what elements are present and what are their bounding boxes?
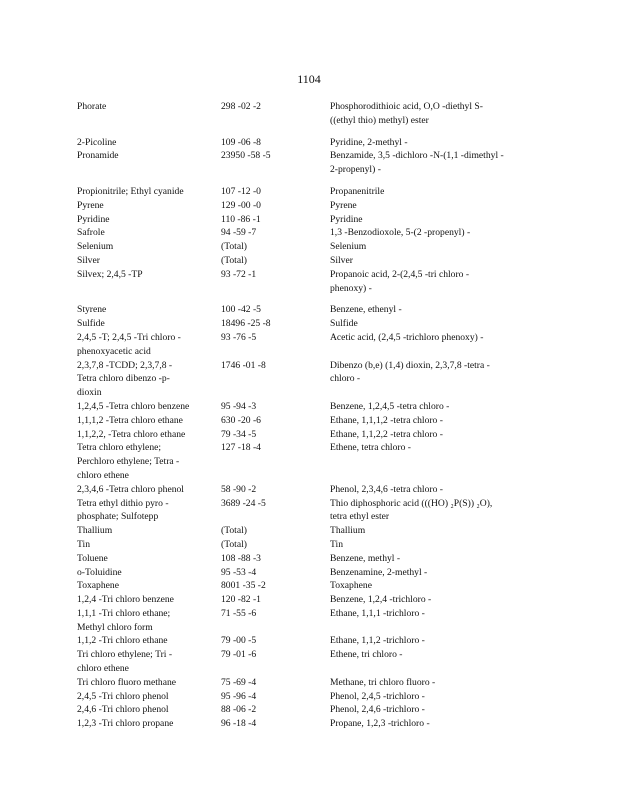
chemical-synonym: Ethane, 1,1,1,2 -tetra chloro -	[330, 414, 443, 426]
cas-number: 95 -53 -4	[221, 566, 257, 578]
table-row	[77, 607, 547, 635]
table-row	[77, 497, 547, 525]
chemical-name: Toluene	[77, 552, 108, 564]
cas-number: 71 -55 -6	[221, 607, 257, 619]
table-row	[77, 254, 547, 268]
chemical-name: 1,1,2 -Tri chloro ethane	[77, 635, 168, 647]
chemical-synonym: Dibenzo (b,e) (1,4) dioxin, 2,3,7,8 -tetra - chloro -	[330, 359, 490, 385]
chemical-name: Pronamide	[77, 150, 119, 162]
cas-number: 120 -82 -1	[221, 594, 261, 606]
table-row	[77, 703, 547, 717]
table-row	[77, 524, 547, 538]
table-row	[77, 414, 547, 428]
table-row	[77, 717, 547, 731]
chemical-synonym: Acetic acid, (2,4,5 -trichloro phenoxy) -	[330, 331, 484, 343]
table-row	[77, 428, 547, 442]
chemical-name: Styrene	[77, 304, 107, 316]
table-row	[77, 199, 547, 213]
chemical-synonym: Methane, tri chloro fluoro -	[330, 676, 436, 688]
cas-number: 96 -18 -4	[221, 718, 257, 730]
cas-number: 93 -72 -1	[221, 268, 257, 280]
cas-number: 129 -00 -0	[221, 199, 261, 211]
chemical-name: 1,2,4,5 -Tetra chloro benzene	[77, 400, 190, 412]
cas-number: 108 -88 -3	[221, 552, 261, 564]
chemical-synonym: Selenium	[330, 241, 367, 253]
page-number: 1104	[297, 72, 321, 86]
table-row	[77, 136, 547, 150]
cas-number: (Total)	[221, 241, 247, 253]
table-row	[77, 240, 547, 254]
cas-number: 94 -59 -7	[221, 227, 257, 239]
cas-number: 79 -01 -6	[221, 649, 257, 661]
chemical-name: Phorate	[77, 101, 107, 112]
cas-number: 100 -42 -5	[221, 304, 261, 316]
cas-number: 95 -96 -4	[221, 690, 257, 702]
table-row	[77, 483, 547, 497]
chemical-name: Tetra chloro ethylene; Perchloro ethylene; Tetra - chloro ethene	[77, 442, 180, 481]
chemical-synonym: Benzene, ethenyl -	[330, 304, 402, 316]
chemical-synonym: Benzene, 1,2,4 -trichloro -	[330, 594, 432, 606]
cas-number: 18496 -25 -8	[221, 318, 271, 330]
chemical-name: Thallium	[77, 525, 113, 537]
chemical-name: Propionitrile; Ethyl cyanide	[77, 185, 184, 197]
chemical-synonym: Phosphorodithioic acid, O,O -diethyl S- ((ethyl thio) methyl) ester	[330, 101, 483, 126]
table-row	[77, 593, 547, 607]
chemical-name: 1,2,3 -Tri chloro propane	[77, 718, 174, 730]
chemical-name: Tri chloro ethylene; Tri - chloro ethene	[77, 649, 173, 675]
table-row	[77, 303, 547, 317]
chemical-name: Safrole	[77, 227, 105, 239]
chemical-name: 1,1,1,2 -Tetra chloro ethane	[77, 414, 183, 426]
cas-number: 79 -00 -5	[221, 635, 257, 647]
table-row	[77, 552, 547, 566]
cas-number: 93 -76 -5	[221, 331, 257, 343]
chemical-synonym: Silver	[330, 254, 353, 266]
chemical-synonym: Thallium	[330, 525, 366, 537]
chemical-synonym: Benzene, 1,2,4,5 -tetra chloro -	[330, 400, 450, 412]
table-row	[77, 634, 547, 648]
chemical-name: Tetra ethyl dithio pyro - phosphate; Sulfotepp	[77, 497, 169, 523]
chemical-name: 1,1,1 -Tri chloro ethane; Methyl chloro form	[77, 607, 171, 633]
table-row	[77, 213, 547, 227]
cas-number: (Total)	[221, 538, 247, 550]
cas-number: 88 -06 -2	[221, 704, 257, 716]
cas-number: 298 -02 -2	[221, 101, 261, 112]
chemical-synonym: Sulfide	[330, 318, 358, 330]
chemical-name: Sulfide	[77, 318, 105, 330]
chemical-synonym: Toxaphene	[330, 580, 372, 592]
cas-number: (Total)	[221, 525, 247, 537]
chemical-name: Pyridine	[77, 213, 110, 225]
cas-number: 630 -20 -6	[221, 414, 261, 426]
chemical-synonym: Pyrene	[330, 199, 357, 211]
cas-number: 3689 -24 -5	[221, 497, 266, 509]
chemical-synonym: 1,3 -Benzodioxole, 5-(2 -propenyl) -	[330, 227, 471, 239]
table-row	[77, 441, 547, 482]
table-row	[77, 648, 547, 676]
chemical-synonym: Phenol, 2,3,4,6 -tetra chloro -	[330, 483, 443, 495]
table-row	[77, 690, 547, 704]
chemical-synonym: Benzene, methyl -	[330, 552, 401, 564]
chemical-name: Pyrene	[77, 199, 104, 211]
cas-number: 23950 -58 -5	[221, 150, 271, 162]
chemical-synonym: Ethane, 1,1,2,2 -tetra chloro -	[330, 428, 443, 440]
chemical-name: 1,1,2,2, -Tetra chloro ethane	[77, 428, 186, 440]
chemical-name: Tri chloro fluoro methane	[77, 676, 177, 688]
chemical-synonym: Ethene, tetra chloro -	[330, 442, 411, 454]
chemical-name: 2-Picoline	[77, 136, 117, 148]
chemical-synonym: Phenol, 2,4,5 -trichloro -	[330, 690, 425, 702]
table-row	[77, 359, 547, 400]
chemical-synonym: Pyridine	[330, 213, 363, 225]
chemical-synonym: Ethene, tri chloro -	[330, 649, 403, 661]
cas-number: 1746 -01 -8	[221, 359, 266, 371]
chemical-synonym: Pyridine, 2-methyl -	[330, 136, 408, 148]
table-row	[77, 538, 547, 552]
chemical-name: Silver	[77, 254, 100, 266]
chemical-name: Selenium	[77, 241, 114, 253]
chemical-synonym: Tin	[330, 538, 343, 550]
table-row	[77, 185, 547, 199]
chemical-name: 2,4,5 -T; 2,4,5 -Tri chloro - phenoxyacetic acid	[77, 331, 181, 357]
chemical-synonym: Propane, 1,2,3 -trichloro -	[330, 718, 430, 730]
chemical-name: Silvex; 2,4,5 -TP	[77, 268, 143, 280]
chemical-synonym: Propanenitrile	[330, 185, 385, 197]
chemical-name: 2,4,5 -Tri chloro phenol	[77, 690, 169, 702]
table-row	[77, 331, 547, 359]
table-row	[77, 268, 547, 296]
chemical-name: 2,3,7,8 -TCDD; 2,3,7,8 - Tetra chloro dibenzo -p- dioxin	[77, 359, 173, 399]
cas-number: 8001 -35 -2	[221, 580, 266, 592]
table-row	[77, 400, 547, 414]
chemical-synonym: Benzamide, 3,5 -dichloro -N-(1,1 -dimethyl - 2-propenyl) -	[330, 150, 504, 176]
chemical-table	[77, 100, 547, 731]
cas-number: 75 -69 -4	[221, 676, 257, 688]
chemical-synonym: Ethane, 1,1,1 -trichloro -	[330, 607, 425, 619]
cas-number: 127 -18 -4	[221, 442, 261, 454]
table-row	[77, 226, 547, 240]
table-row	[77, 149, 547, 177]
chemical-name: o-Toluidine	[77, 566, 122, 578]
cas-number: 95 -94 -3	[221, 400, 257, 412]
cas-number: 79 -34 -5	[221, 428, 257, 440]
chemical-synonym: Thio diphosphoric acid (((HO) ₂P(S)) ₂O), tetra ethyl ester	[330, 497, 493, 523]
chemical-name: 2,3,4,6 -Tetra chloro phenol	[77, 483, 184, 495]
table-row	[77, 579, 547, 593]
cas-number: 107 -12 -0	[221, 185, 261, 197]
chemical-synonym: Ethane, 1,1,2 -trichloro -	[330, 635, 425, 647]
chemical-name: 1,2,4 -Tri chloro benzene	[77, 594, 174, 606]
table-row	[77, 676, 547, 690]
cas-number: 109 -06 -8	[221, 136, 261, 148]
chemical-synonym: Benzenamine, 2-methyl -	[330, 566, 428, 578]
table-row	[77, 566, 547, 580]
chemical-synonym: Propanoic acid, 2-(2,4,5 -tri chloro - phenoxy) -	[330, 268, 470, 294]
chemical-name: 2,4,6 -Tri chloro phenol	[77, 704, 169, 716]
cas-number: 58 -90 -2	[221, 483, 257, 495]
chemical-name: Toxaphene	[77, 580, 119, 592]
table-row	[77, 317, 547, 331]
cas-number: (Total)	[221, 254, 247, 266]
chemical-synonym: Phenol, 2,4,6 -trichloro -	[330, 704, 425, 716]
chemical-name: Tin	[77, 538, 90, 550]
table-row	[77, 100, 547, 128]
cas-number: 110 -86 -1	[221, 213, 261, 225]
